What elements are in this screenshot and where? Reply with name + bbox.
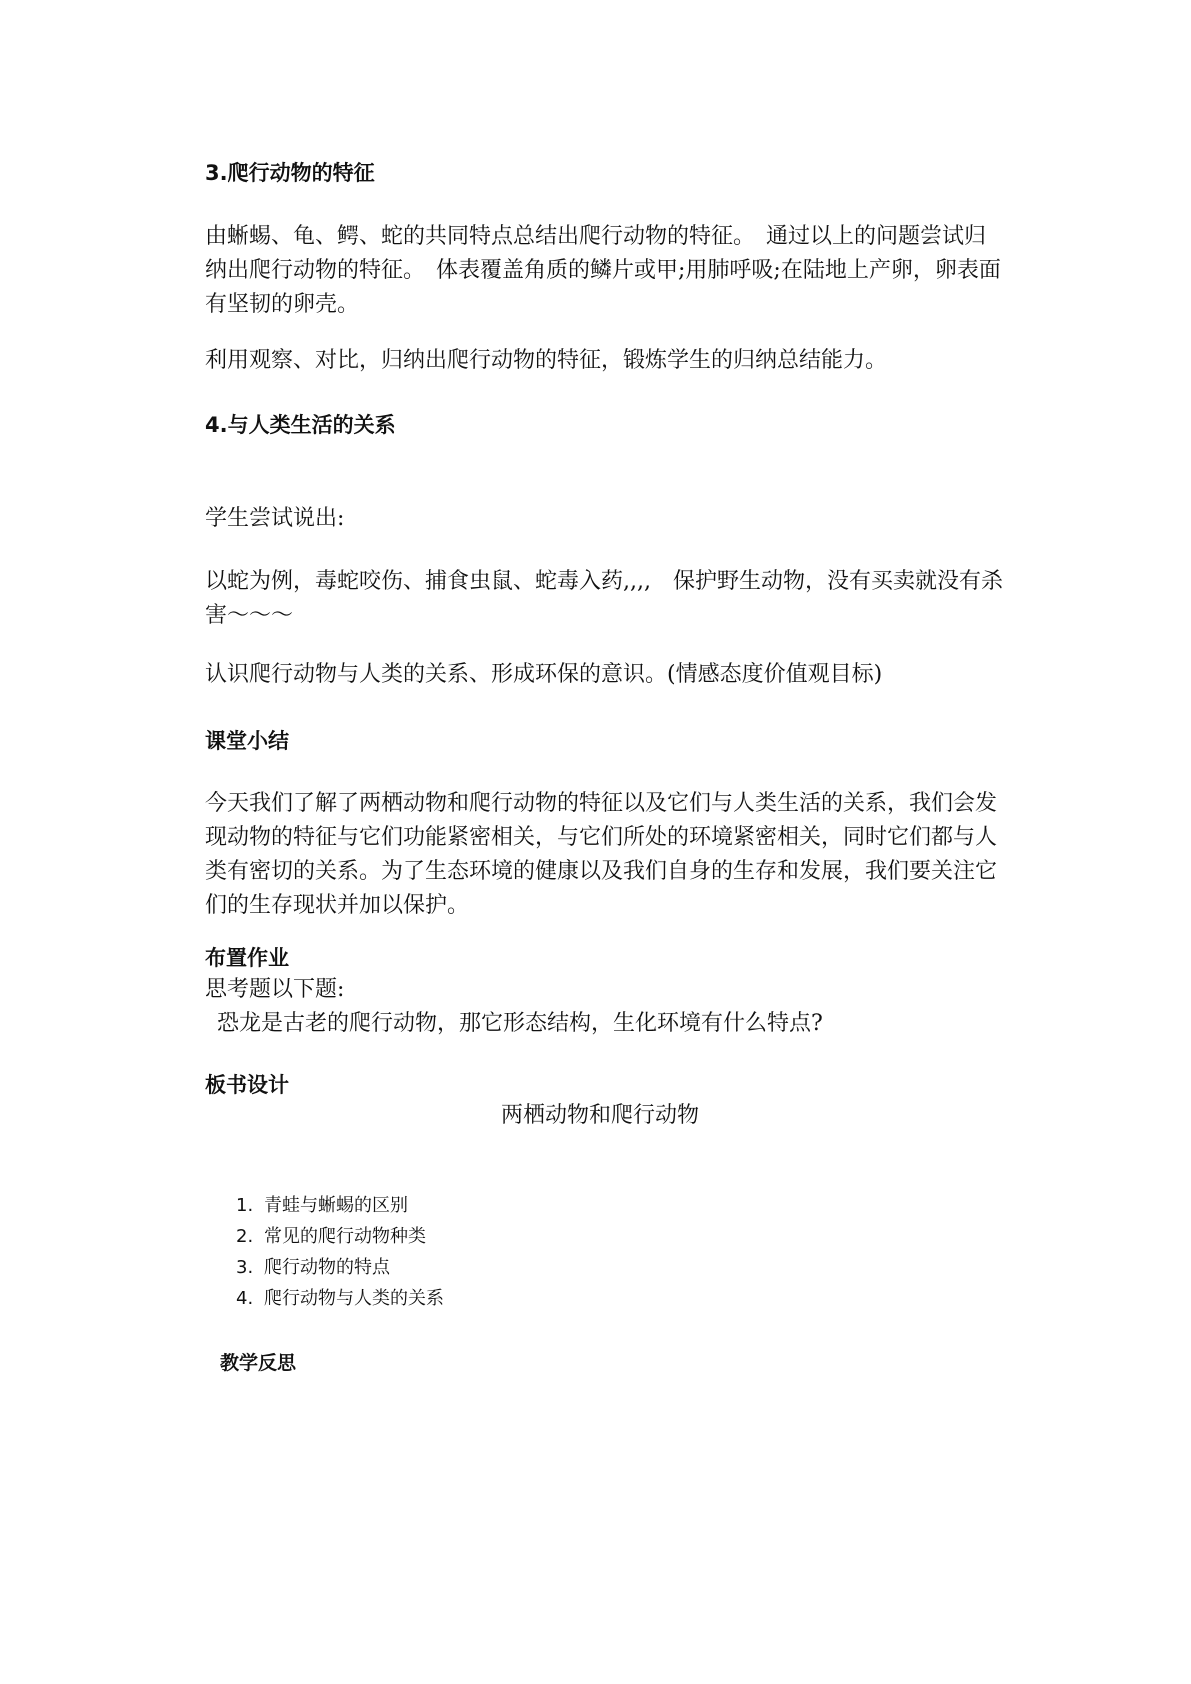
list-item-text: 常见的爬行动物种类 [264,1226,426,1247]
section-4-paragraph-1: 学生尝试说出: [205,506,345,531]
list-item [236,1221,444,1252]
section-4-paragraph-2: 以蛇为例，毒蛇咬伤、捕食虫鼠、蛇毒入药,,,, 保护野生动物，没有买卖就没有杀害～～～ [205,569,1003,628]
list-item [236,1190,444,1221]
board-outline-list [236,1190,444,1314]
board-heading: 板书设计 [205,1073,289,1097]
homework-line-1: 思考题以下题: [205,977,345,1002]
section-4-paragraph-3: 认识爬行动物与人类的关系、形成环保的意识。(情感态度价值观目标) [205,662,883,687]
section-3-paragraph-2: 利用观察、对比，归纳出爬行动物的特征，锻炼学生的归纳总结能力。 [205,348,888,373]
homework-line-2: 恐龙是古老的爬行动物，那它形态结构，生化环境有什么特点? [217,1011,823,1036]
list-item-number: 2. [236,1226,254,1247]
summary-paragraph: 今天我们了解了两栖动物和爬行动物的特征以及它们与人类生活的关系，我们会发现动物的特征与它们功能紧密相关，与它们所处的环境紧密相关，同时它们都与人类有密切的关系。为了生态环境的健康以及我们自身的生存和发展，我们要关注它们的生存现状并加以保护。 [205,791,998,918]
section-4-heading: 4.与人类生活的关系 [205,413,396,437]
reflection-heading: 教学反思 [220,1352,297,1374]
list-item-number: 4. [236,1288,254,1309]
section-3-paragraph-1: 由蜥蜴、龟、鳄、蛇的共同特点总结出爬行动物的特征。 通过以上的问题尝试归纳出爬行动物的特征。 体表覆盖角质的鳞片或甲;用肺呼吸;在陆地上产卵，卵表面有坚韧的卵壳。 [205,224,1001,317]
list-item-text: 爬行动物与人类的关系 [264,1288,444,1309]
list-item-text: 爬行动物的特点 [264,1257,390,1278]
summary-heading: 课堂小结 [205,729,289,753]
list-item [236,1252,444,1283]
board-title: 两栖动物和爬行动物 [500,1103,699,1128]
section-3-heading: 3.爬行动物的特征 [205,161,375,185]
list-item-number: 3. [236,1257,254,1278]
list-item [236,1283,444,1314]
list-item-number: 1. [236,1195,254,1216]
list-item-text: 青蛙与蜥蜴的区别 [264,1195,408,1216]
homework-heading: 布置作业 [205,946,289,970]
